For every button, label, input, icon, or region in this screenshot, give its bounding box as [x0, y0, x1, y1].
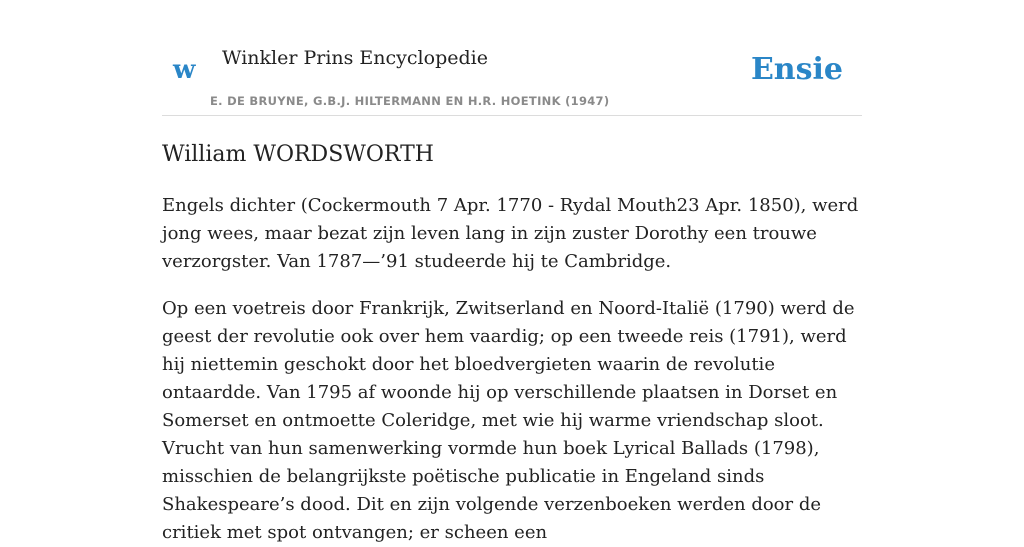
winkler-prins-logo-icon[interactable]: w: [173, 55, 196, 85]
ensie-brand-logo[interactable]: Ensie: [750, 52, 843, 87]
source-title[interactable]: Winkler Prins Encyclopedie: [222, 47, 488, 69]
source-authors: E. DE BRUYNE, G.B.J. HILTERMANN EN H.R. HOETINK (1947): [210, 94, 610, 108]
article-title: William WORDSWORTH: [162, 142, 434, 167]
article-paragraph-1: Engels dichter (Cockermouth 7 Apr. 1770 - Rydal Mouth23 Apr. 1850), werd jong wees, maar bezat zijn leven lang in zijn zuster Dorothy een trouwe verzorgster. Van 1787—’91 studeerde hij te Cambridge.: [162, 195, 859, 272]
source-header: [162, 40, 862, 116]
article-paragraph-2: Op een voetreis door Frankrijk, Zwitserland en Noord-Italië (1790) werd de geest der revolutie ook over hem vaardig; op een tweede reis (1791), werd hij niettemin geschokt door het bloedvergieten waarin de revolutie ontaardde. Van 1795 af woonde hij op verschillende plaatsen in Dorset en Somerset en ontmoette Coleridge, met wie hij warme vriendschap sloot. Vrucht van hun samenwerking vormde hun boek Lyrical Ballads (1798), misschien de belangrijkste poëtische publicatie in Engeland sinds Shakespeare’s dood. Dit en zijn volgende verzenboeken werden door de critiek met spot ontvangen; er scheen een: [162, 298, 855, 543]
article: [162, 138, 862, 547]
